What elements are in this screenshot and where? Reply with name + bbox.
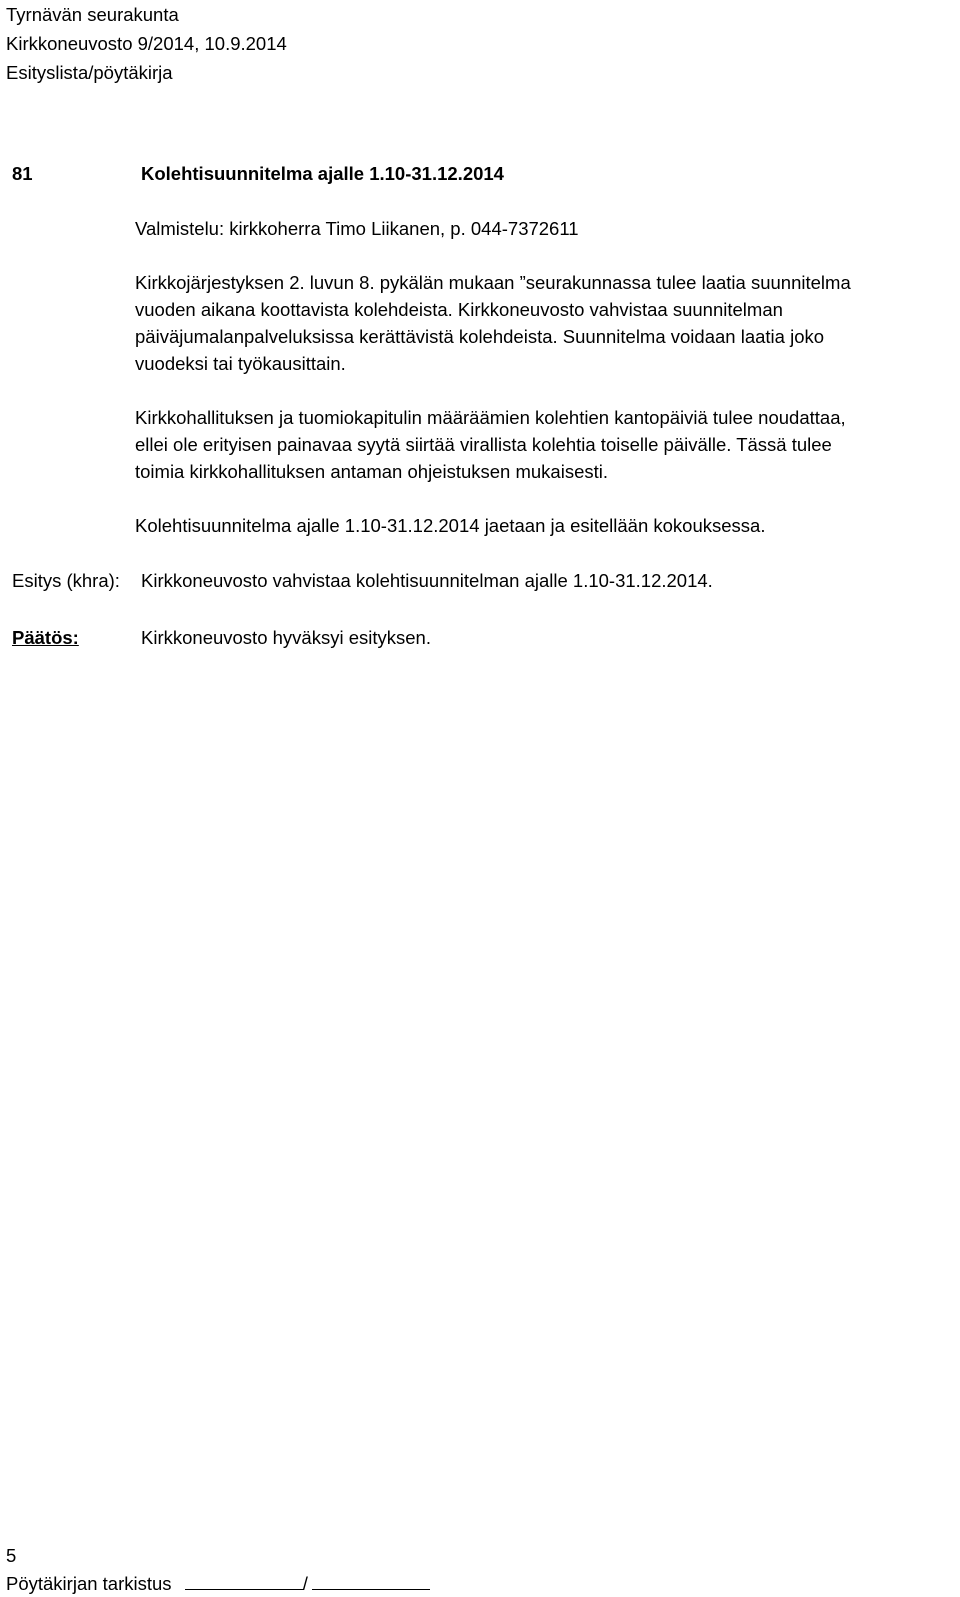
review-label: Pöytäkirjan tarkistus xyxy=(6,1573,172,1594)
prepared-by: Valmistelu: kirkkoherra Timo Liikanen, p. 044-7372611 xyxy=(135,218,579,239)
paragraph-line: vuodeksi tai työkausittain. xyxy=(135,353,346,374)
organization-name: Tyrnävän seurakunta xyxy=(6,4,179,25)
signature-line-1 xyxy=(185,1569,303,1590)
paragraph-line: Kirkkojärjestyksen 2. luvun 8. pykälän mukaan ”seurakunnassa tulee laatia suunnitelma xyxy=(135,272,851,293)
decision-label: Päätös: xyxy=(12,627,79,648)
section-number: 81 xyxy=(12,163,33,184)
document-type: Esityslista/pöytäkirja xyxy=(6,62,173,83)
paragraph-church-order xyxy=(135,269,950,377)
review-line xyxy=(6,1569,430,1597)
paragraph-line: ellei ole erityisen painavaa syytä siirtää virallista kolehtia toiselle päivälle. Tässä tulee xyxy=(135,434,832,455)
signature-separator: / xyxy=(302,1573,308,1594)
decision-text: Kirkkoneuvosto hyväksyi esityksen. xyxy=(141,627,431,648)
paragraph-plan-distributed: Kolehtisuunnitelma ajalle 1.10-31.12.2014 jaetaan ja esitellään kokouksessa. xyxy=(135,515,766,536)
proposal-label: Esitys (khra): xyxy=(12,570,120,591)
signature-line-2 xyxy=(312,1569,430,1590)
paragraph-line: Kirkkohallituksen ja tuomiokapitulin määräämien kolehtien kantopäiviä tulee noudattaa, xyxy=(135,407,846,428)
meeting-info: Kirkkoneuvosto 9/2014, 10.9.2014 xyxy=(6,33,287,54)
page-number: 5 xyxy=(6,1545,17,1566)
paragraph-collection-days xyxy=(135,404,950,485)
paragraph-line: vuoden aikana koottavista kolehdeista. Kirkkoneuvosto vahvistaa suunnitelman xyxy=(135,299,783,320)
section-title: Kolehtisuunnitelma ajalle 1.10-31.12.2014 xyxy=(141,163,504,184)
page-header xyxy=(6,0,287,87)
paragraph-line: päiväjumalanpalveluksissa kerättävistä kolehdeista. Suunnitelma voidaan laatia joko xyxy=(135,326,825,347)
proposal-text: Kirkkoneuvosto vahvistaa kolehtisuunnitelman ajalle 1.10-31.12.2014. xyxy=(141,570,713,591)
paragraph-line: toimia kirkkohallituksen antaman ohjeistuksen mukaisesti. xyxy=(135,461,608,482)
